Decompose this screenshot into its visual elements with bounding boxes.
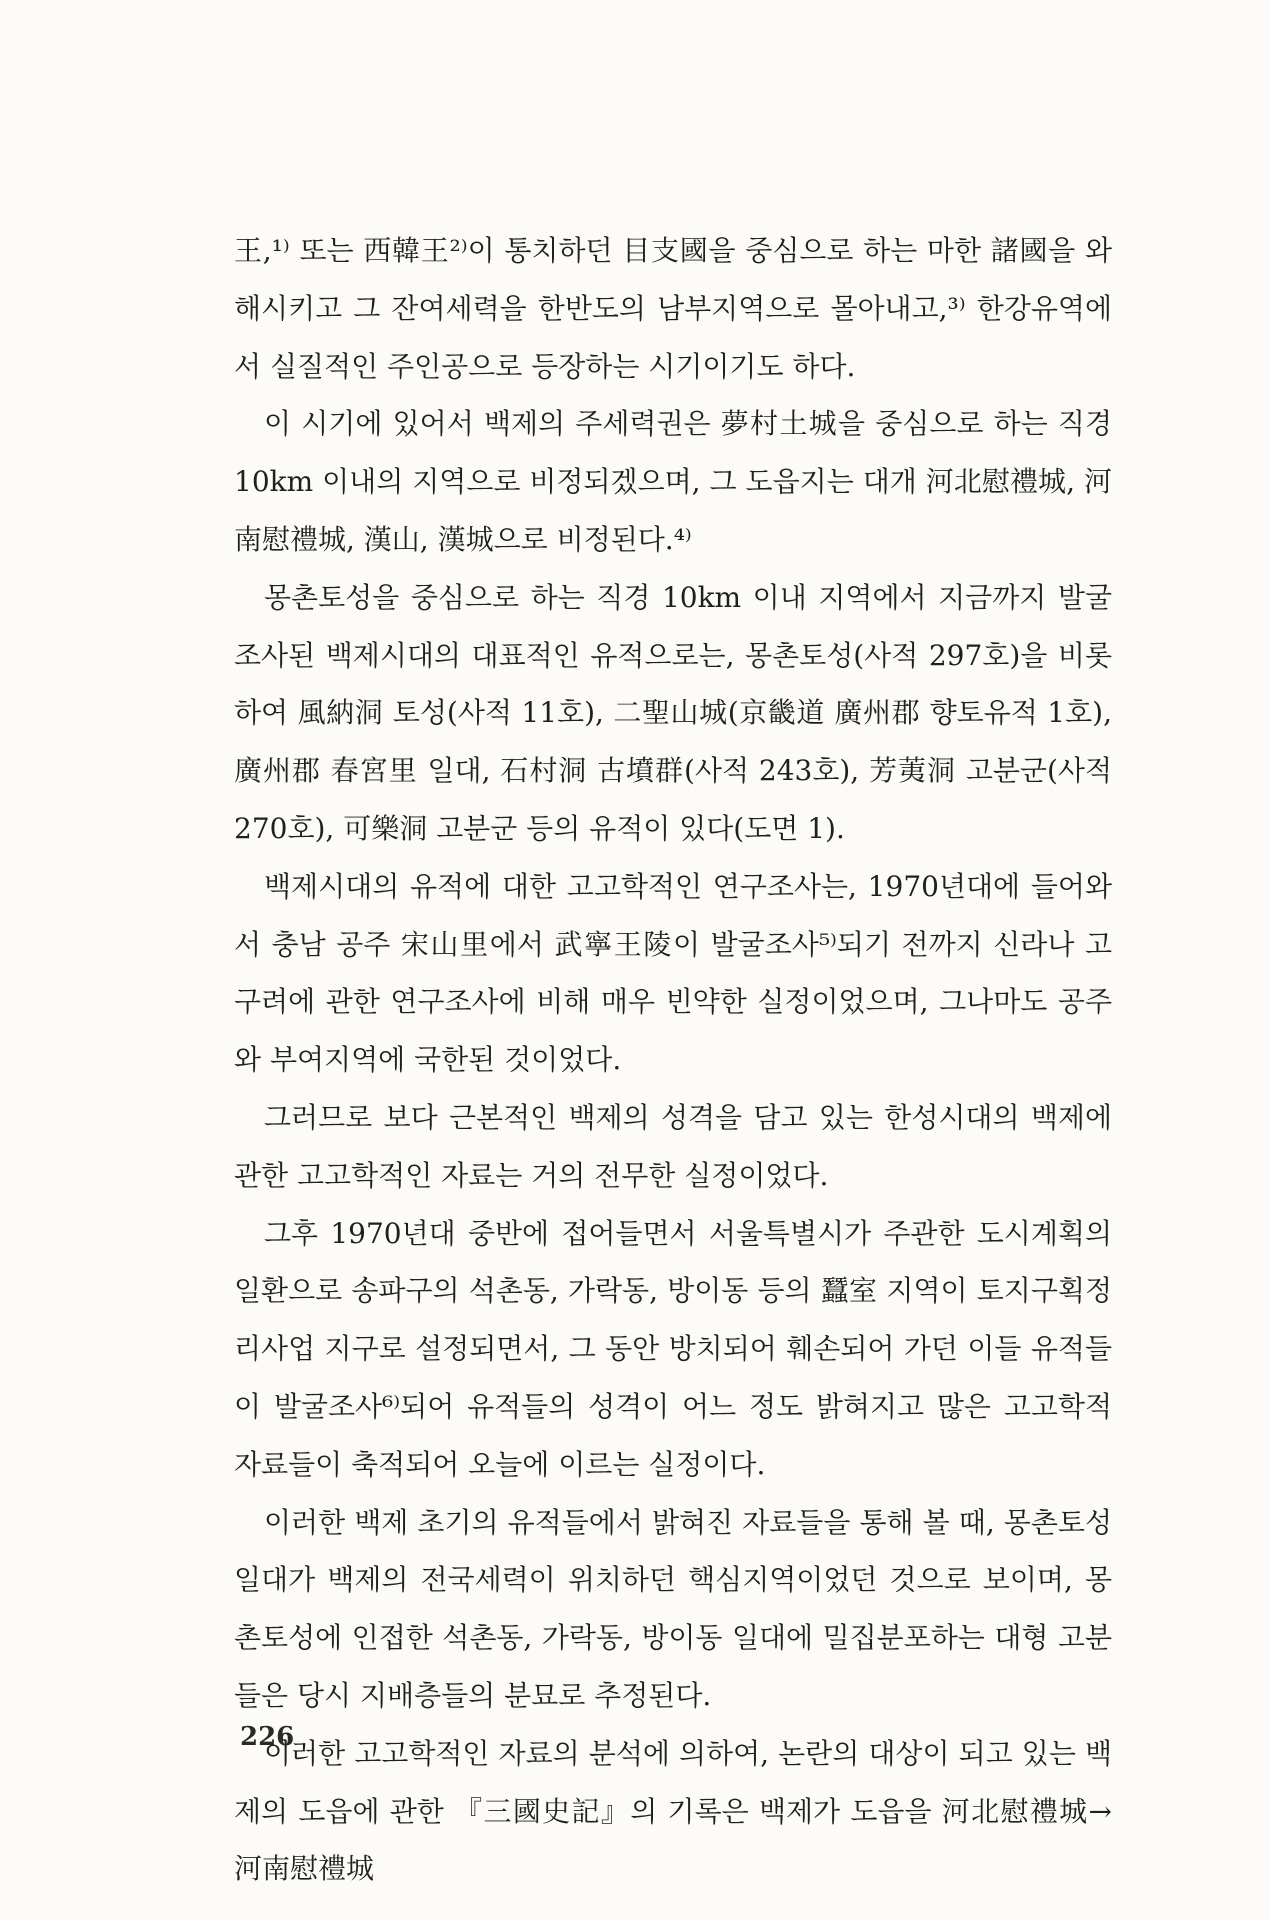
paragraph-4: 백제시대의 유적에 대한 고고학적인 연구조사는, 1970년대에 들어와서 충남 공주 宋山里에서 武寧王陵이 발굴조사⁵⁾되기 전까지 신라나 고구려에 관한 연구조사에 비해 매우 빈약한 실정이었으며, 그나마도 공주와 부여지역에 국한된 것이었다.: [234, 869, 1112, 1077]
paragraph-6: 그후 1970년대 중반에 접어들면서 서울특별시가 주관한 도시계획의 일환으로 송파구의 석촌동, 가락동, 방이동 등의 蠶室 지역이 토지구획정리사업 지구로 설정되면서, 그 동안 방치되어 훼손되어 가던 이들 유적들이 발굴조사⁶⁾되어 유적들의 성격이 어느 정도 밝혀지고 많은 고고학적 자료들이 축적되어 오늘에 이르는 실정이다.: [234, 1216, 1112, 1481]
paragraph-3: 몽촌토성을 중심으로 하는 직경 10km 이내 지역에서 지금까지 발굴조사된 백제시대의 대표적인 유적으로는, 몽촌토성(사적 297호)을 비롯하여 風納洞 토성(사적 11호), 二聖山城(京畿道 廣州郡 향토유적 1호), 廣州郡 春宮里 일대, 石村洞 古墳群(사적 243호), 芳荑洞 고분군(사적 270호), 可樂洞 고분군 등의 유적이 있다(도면 1).: [234, 580, 1112, 845]
paragraph-7: 이러한 백제 초기의 유적들에서 밝혀진 자료들을 통해 볼 때, 몽촌토성 일대가 백제의 전국세력이 위치하던 핵심지역이었던 것으로 보이며, 몽촌토성에 인접한 석촌동, 가락동, 방이동 일대에 밀집분포하는 대형 고분들은 당시 지배층들의 분묘로 추정된다.: [234, 1505, 1112, 1712]
paragraph-2: 이 시기에 있어서 백제의 주세력권은 夢村土城을 중심으로 하는 직경 10km 이내의 지역으로 비정되겠으며, 그 도읍지는 대개 河北慰禮城, 河南慰禮城, 漢山, 漢城으로 비정된다.⁴⁾: [234, 407, 1112, 556]
paragraph-8: 이러한 고고학적인 자료의 분석에 의하여, 논란의 대상이 되고 있는 백제의 도읍에 관한 『三國史記』의 기록은 백제가 도읍을 河北慰禮城→河南慰禮城: [234, 1736, 1112, 1886]
body-text: [234, 222, 1112, 1898]
page-number: 226: [240, 1722, 295, 1752]
paragraph-1: 王,¹⁾ 또는 西韓王²⁾이 통치하던 目支國을 중심으로 하는 마한 諸國을 와해시키고 그 잔여세력을 한반도의 남부지역으로 몰아내고,³⁾ 한강유역에서 실질적인 주인공으로 등장하는 시기이기도 하다.: [234, 234, 1112, 383]
paragraph-5: 그러므로 보다 근본적인 백제의 성격을 담고 있는 한성시대의 백제에 관한 고고학적인 자료는 거의 전무한 실정이었다.: [234, 1100, 1112, 1192]
